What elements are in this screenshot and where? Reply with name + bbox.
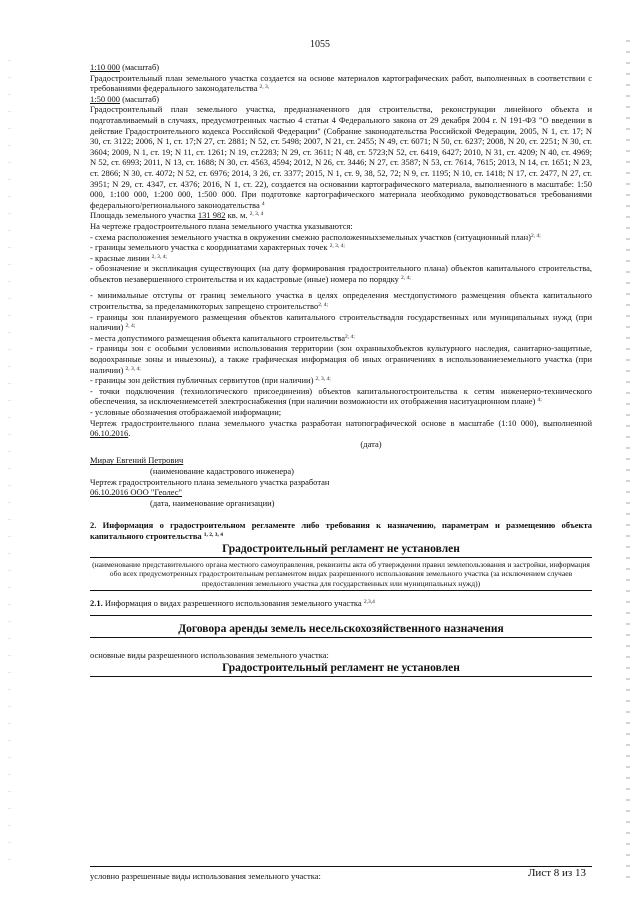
engineer-name: Мирау Евгений Петрович: [90, 455, 184, 466]
list-item-existing-objects: - обозначение и экспликация существующих (на дату формирования градостроительного плана) объектов капитального строительства, объектов незавершенного строительства и их кадастровые (иные) номера по порядку $^{2, 4;}$: [90, 263, 592, 284]
scan-margin-right: [626, 40, 630, 880]
list-item-allowed-placement: - места допустимого размещения объекта капитального строительства$^{2, 4;}$: [90, 332, 355, 343]
area-line: Площадь земельного участка 131 982 кв. м. $^{2, 3, 4}$: [90, 210, 264, 221]
developer-line: Чертеж градостроительного плана земельного участка разработан: [90, 476, 330, 487]
list-item-servitudes: - границы зон действия публичных сервитутов (при наличии) $^{2, 3, 4;}$: [90, 375, 331, 386]
page-footer: [90, 866, 592, 886]
list-item-legend: - условные обозначения отображаемой информации;: [90, 407, 282, 417]
regulation-caption: (наименование представительного органа местного самоуправления, реквизиты акта об утверждении правил землепользования и застройки, информация обо всех предусмотренных градостроительным регламентом видах разрешенного использования земельного участка (за исключением случаев предоставления земельного участка для государственных или муниципальных нужд)): [92, 559, 590, 588]
list-item-special-zones: - границы зон с особыми условиями использования территории (зон охранныхобъектов культурного наследия, санитарно-защитные, водоохранные зоны и иныезоны), а также графическая информация об иных ограничениях в использованиеземельного участка (при наличии) $^{2, 3, 4;}$: [90, 343, 592, 375]
list-item-red-lines: - красные линии $^{2, 3, 4;}$: [90, 252, 167, 263]
list-item-boundaries: - границы земельного участка с координатами характерных точек $^{2, 3, 4;}$: [90, 242, 345, 253]
section-2-heading: 2. Информация о градостроительном регламенте либо требования к назначению, параметрам и размещению объекта капитального строительства $^{1, 2, 3, 4}$: [90, 520, 592, 541]
topographic-basis-line: Чертеж градостроительного плана земельного участка разработан натопографической основе в масштабе (1:10 000), выполненной 06.10.2016.: [90, 417, 592, 439]
developer-date-org: 06.10.2016 ООО "Геолес": [90, 487, 183, 498]
basis-paragraph: Градостроительный план земельного участка создается на основе материалов картографических работ, выполненных в соответствии с требованиями федерального законодательства $^{2, 3,}$: [90, 72, 592, 94]
main-uses-label: основные виды разрешенного использования земельного участка:: [90, 649, 329, 660]
sheet-counter: Лист 8 из 13: [527, 867, 586, 879]
list-item-connection-points: - точки подключения (технологического присоединения) объектов капитальногостроительства к сетям инженерно-технического обеспечения, за исключениемсетей электроснабжения (при наличии возможности их отображения наситуационном плане) $^{4;}$: [90, 385, 592, 407]
main-uses-value: Градостроительный регламент не установлен: [90, 661, 592, 677]
date-caption: (дата): [360, 438, 382, 449]
scale-line-1: 1:10 000 (масштаб): [90, 62, 160, 72]
conditional-uses-label: условно разрешенные виды использования земельного участка:: [90, 871, 321, 881]
scale-line-2: 1:50 000 (масштаб): [90, 93, 160, 104]
list-item-planned-zones: - границы зон планируемого размещения объектов капитального строительствадля государственных или муниципальных нужд (при наличии) $^{2, 4;}$: [90, 311, 592, 333]
regulation-status-title: Градостроительный регламент не установлен: [90, 542, 592, 558]
document-body: [90, 62, 592, 677]
list-item-situation-plan: - схема расположения земельного участка в окружении смежно расположенныхземельных участков (ситуационный план)$^{2, 4;}$: [90, 231, 541, 242]
drawing-intro: На чертеже градостроительного плана земельного участка указываются:: [90, 220, 353, 231]
developer-caption: (дата, наименование организации): [150, 497, 275, 508]
section-2-1-heading: 2.1. Информация о видах разрешенного использования земельного участка $^{2,3,4}$: [90, 598, 375, 609]
lease-title: Договора аренды земель несельскохозяйственного назначения: [90, 622, 592, 638]
linear-object-paragraph: Градостроительный план земельного участка, предназначенного для строительства, реконструкции линейного объекта и подготавливаемый в случаях, предусмотренных частью 4 статьи 4 Федерального закона от 29 декабря 2004 г. N 191-ФЗ "О введении в действие Градостроительного кодекса Российской Федерации" (Собрание законодательства Российской Федерации, 2005, N 1, ст. 17; N 30, ст. 3122; 2006, N 1, ст. 17;N 27, ст. 2881; N 52, ст. 5498; 2007, N 21, ст. 2455; N 49, ст. 6071; N 50, ст. 6237; 2008, N 20, ст. 2251; N 30, ст. 3604; 2009, N 1, ст. 19; N 11, ст. 1261; N 19, ст.2283; N 29, ст. 3611; N 48, ст. 5723;N 52, ст. 6419, 6427; 2010, N 31, ст. 4209; N 40, ст. 4969; N 52, ст. 6993; 2011, N 13, ст. 1688; N 30, ст. 4563, 4594; 2012, N 26, ст. 3446; N 27, ст. 3587; N 53, ст. 7614, 7615; 2013, N 14, ст. 1651; N 23, ст. 2866; N 30, ст. 4072; N 52, ст. 6976; 2014, 3 26, ст. 3377; 2015, N 1, ст. 9, 38, 52, 72; N 9, ст. 1195; N 10, ст. 1418; N 17, ст. 2477, N 27, ст. 3951; N 29, ст. 4347, ст. 4376; 2016, N 1, ст. 22), создается на основании картографического материала, выполненного в масштабе: 1:50 000, 1:100 000, 1:200 000, 1:500 000. При подготовке картографического материала необходимо руководствоваться требованиями федерального/регионального законодательства $^4$: [90, 104, 592, 210]
list-item-min-setbacks: - минимальные отступы от границ земельного участка в целях определения местдопустимого размещения объекта капитального строительства, за пределамикоторых запрещено строительство$^{2, 4;}$: [90, 290, 592, 312]
page-number: 1055: [310, 39, 330, 50]
engineer-caption: (наименование кадастрового инженера): [150, 465, 294, 476]
scan-margin-left: [8, 60, 11, 860]
